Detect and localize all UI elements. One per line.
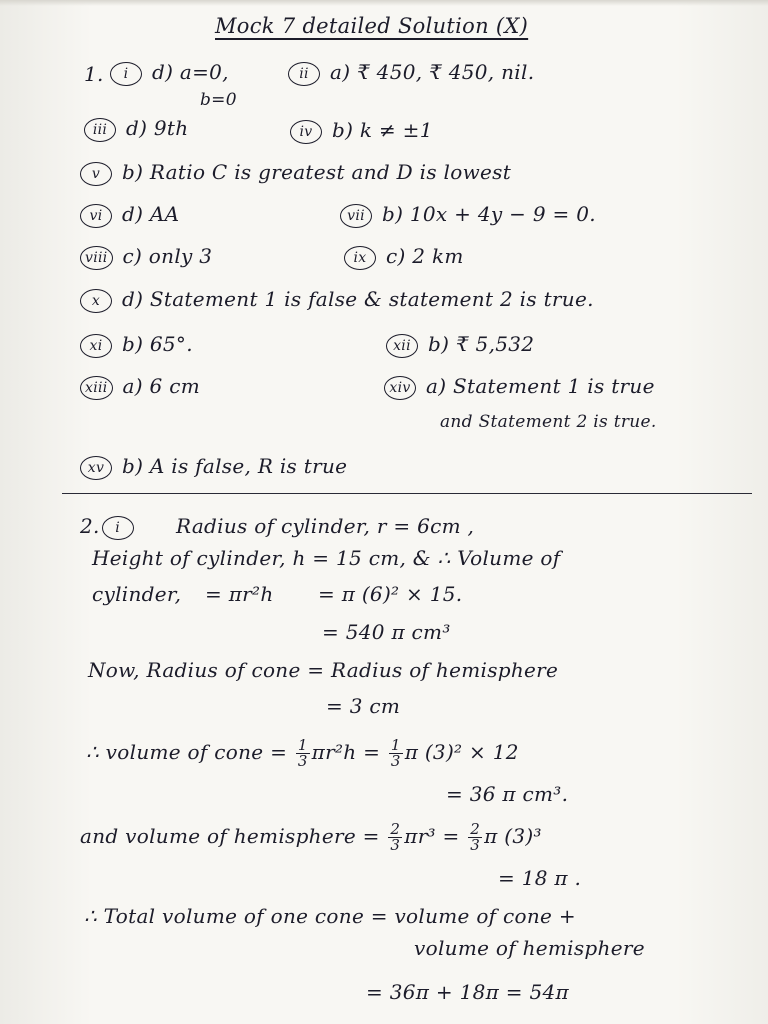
hemisphere-substitution: π (3)³ bbox=[484, 824, 542, 848]
fraction-denominator: 3 bbox=[390, 836, 401, 854]
q2-line-cylinder-formula: = πr²h bbox=[205, 582, 274, 606]
equals-sign: = bbox=[363, 740, 381, 764]
answer-iii-text: d) 9th bbox=[126, 116, 189, 140]
cone-substitution: π (3)² × 12 bbox=[404, 740, 519, 764]
answer-xi bbox=[80, 332, 193, 358]
answer-xiv-line2: and Statement 2 is true. bbox=[440, 412, 657, 432]
answer-v bbox=[80, 160, 511, 186]
fraction-two-thirds-b bbox=[468, 822, 482, 853]
answer-x bbox=[80, 287, 594, 313]
cone-volume-label: ∴ volume of cone = bbox=[86, 740, 288, 764]
answer-ii bbox=[288, 60, 534, 86]
item-label-vi: vi bbox=[80, 204, 112, 228]
item-label-ix: ix bbox=[344, 246, 376, 270]
q2-line-hemisphere-volume bbox=[80, 822, 542, 853]
item-label-i: i bbox=[110, 62, 142, 86]
answer-i-line2: b=0 bbox=[200, 90, 237, 110]
answer-xiv-text: a) Statement 1 is true bbox=[426, 374, 655, 398]
q2-line-cone-volume bbox=[86, 738, 519, 769]
item-label-vii: vii bbox=[340, 204, 372, 228]
q2-line-total-result: = 36π + 18π = 54π bbox=[366, 980, 569, 1004]
answer-viii-text: c) only 3 bbox=[122, 244, 213, 268]
q2-heading bbox=[80, 514, 144, 540]
item-label-xv: xv bbox=[80, 456, 112, 480]
q2-line-cylinder-volume: = 540 π cm³ bbox=[322, 620, 451, 644]
q1-number: 1. bbox=[84, 62, 104, 86]
q2-line-cylinder-label: cylinder, bbox=[92, 582, 182, 606]
answer-vii bbox=[340, 202, 596, 228]
answer-iii bbox=[84, 116, 188, 142]
answer-xv bbox=[80, 454, 347, 480]
answer-vi-text: d) AA bbox=[122, 202, 180, 226]
q2-line-hemisphere-result: = 18 π . bbox=[498, 866, 582, 890]
answer-xii-text: b) ₹ 5,532 bbox=[428, 332, 535, 356]
q2-line-radius-value: = 3 cm bbox=[326, 694, 401, 718]
cone-formula: πr²h bbox=[311, 740, 357, 764]
fraction-one-third-a bbox=[296, 738, 310, 769]
answer-iv bbox=[290, 118, 433, 144]
answer-xii bbox=[386, 332, 534, 358]
item-label-ii: ii bbox=[288, 62, 320, 86]
hemisphere-volume-label: and volume of hemisphere bbox=[80, 824, 356, 848]
q2-line-cone-result: = 36 π cm³. bbox=[446, 782, 569, 806]
fraction-numerator: 2 bbox=[390, 820, 401, 838]
item-label-xii: xii bbox=[386, 334, 418, 358]
fraction-denominator: 3 bbox=[297, 752, 308, 770]
item-label-xiii: xiii bbox=[80, 376, 113, 400]
fraction-two-thirds-a bbox=[388, 822, 402, 853]
answer-x-text: d) Statement 1 is false & statement 2 is true. bbox=[122, 287, 594, 311]
q2-number: 2. bbox=[80, 514, 100, 538]
answer-viii bbox=[80, 244, 212, 270]
answer-ix-text: c) 2 km bbox=[386, 244, 464, 268]
item-label-v: v bbox=[80, 162, 112, 186]
answer-i bbox=[110, 60, 229, 86]
page-title: Mock 7 detailed Solution (X) bbox=[215, 14, 529, 38]
q2-line-radius: Radius of cylinder, r = 6cm , bbox=[176, 514, 475, 538]
answer-xiii bbox=[80, 374, 200, 400]
answer-iv-text: b) k ≠ ±1 bbox=[332, 118, 433, 142]
item-label-viii: viii bbox=[80, 246, 113, 270]
fraction-numerator: 1 bbox=[297, 736, 308, 754]
answer-ii-text: a) ₹ 450, ₹ 450, nil. bbox=[330, 60, 535, 84]
page-edge-shadow bbox=[0, 0, 768, 6]
answer-xv-text: b) A is false, R is true bbox=[122, 454, 348, 478]
fraction-denominator: 3 bbox=[470, 836, 481, 854]
q2-line-total-volume: ∴ Total volume of one cone = volume of cone + bbox=[84, 904, 576, 928]
equals-sign: = bbox=[442, 824, 460, 848]
item-label-xiv: xiv bbox=[384, 376, 416, 400]
equals-sign: = bbox=[362, 824, 380, 848]
answer-xi-text: b) 65°. bbox=[122, 332, 193, 356]
item-label-iv: iv bbox=[290, 120, 322, 144]
fraction-numerator: 2 bbox=[470, 820, 481, 838]
answer-v-text: b) Ratio C is greatest and D is lowest bbox=[122, 160, 512, 184]
answer-xiii-text: a) 6 cm bbox=[122, 374, 200, 398]
q2-line-total-volume-cont: volume of hemisphere bbox=[414, 936, 645, 960]
q2-line-radius-cone: Now, Radius of cone = Radius of hemisphere bbox=[88, 658, 559, 682]
hemisphere-formula: πr³ bbox=[404, 824, 436, 848]
answer-i-text: d) a=0, bbox=[152, 60, 229, 84]
fraction-numerator: 1 bbox=[390, 736, 401, 754]
fraction-one-third-b bbox=[389, 738, 403, 769]
fraction-denominator: 3 bbox=[390, 752, 401, 770]
q2-line-height: Height of cylinder, h = 15 cm, & ∴ Volume of bbox=[92, 546, 561, 570]
section-divider bbox=[62, 493, 752, 494]
answer-vii-text: b) 10x + 4y − 9 = 0. bbox=[382, 202, 596, 226]
item-label-xi: xi bbox=[80, 334, 112, 358]
answer-vi bbox=[80, 202, 179, 228]
answer-xiv bbox=[384, 374, 655, 400]
answer-ix bbox=[344, 244, 464, 270]
item-label-x: x bbox=[80, 289, 112, 313]
q2-line-cylinder-sub: = π (6)² × 15. bbox=[318, 582, 463, 606]
item-label-iii: iii bbox=[84, 118, 116, 142]
q2-item-label: i bbox=[102, 516, 134, 540]
